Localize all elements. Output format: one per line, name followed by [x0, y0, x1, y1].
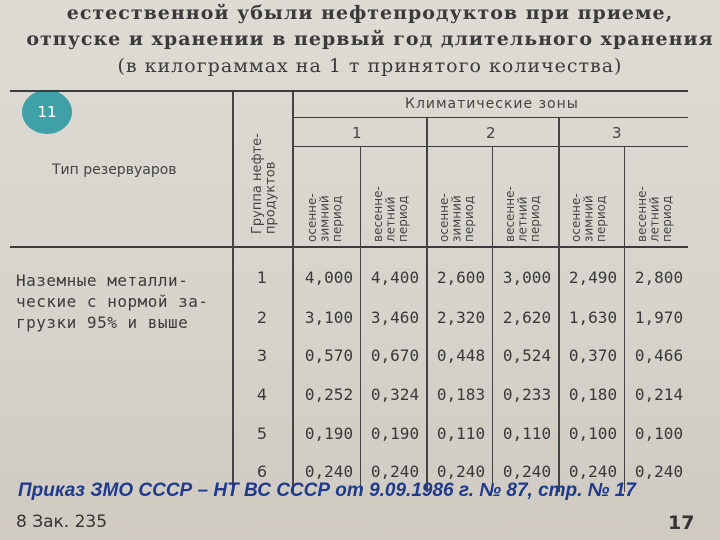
table-row-group: 5	[256, 424, 268, 443]
tank-type-label: Наземные металли- ческие с нормой за- грузки 95% и выше	[16, 271, 209, 332]
table-cell: 3,100	[304, 308, 354, 327]
table-cell: 3,460	[370, 308, 420, 327]
table-cell: 0,670	[370, 346, 420, 365]
table-cell: 0,324	[370, 385, 420, 404]
table-cell: 0,190	[304, 424, 354, 443]
zones-header: Климатические зоны	[405, 96, 579, 112]
header-line-2: отпуске и хранении в первый год длительного хранения	[26, 28, 714, 50]
type-column-header: Тип резервуаров	[52, 162, 177, 178]
source-caption: Приказ ЗМО СССР – НТ ВС СССР от 9.09.1986 г. № 87, стр. № 17	[18, 480, 636, 501]
zone-2-label: 2	[486, 124, 496, 142]
table-top-rule	[10, 90, 688, 92]
page-number: 17	[668, 512, 695, 534]
col-divider-zone2	[558, 118, 560, 492]
table-cell: 4,000	[304, 268, 354, 287]
table-cell: 0,190	[370, 424, 420, 443]
table-cell: 0,240	[436, 462, 486, 481]
zone-3-label: 3	[612, 124, 622, 142]
table-cell: 2,800	[634, 268, 684, 287]
table-row-group: 1	[256, 268, 268, 287]
zone2-spring-header: весенне- летний период	[503, 186, 543, 242]
zone-numbers-rule	[292, 146, 688, 147]
table-cell: 0,370	[568, 346, 618, 365]
table-cell: 0,100	[568, 424, 618, 443]
table-cell: 2,320	[436, 308, 486, 327]
slide-number-badge: 11	[22, 90, 72, 134]
table-cell: 2,600	[436, 268, 486, 287]
col-divider-z2-mid	[492, 147, 493, 492]
table-cell: 2,490	[568, 268, 618, 287]
table-row-group: 2	[256, 308, 268, 327]
zone3-spring-header: весенне- летний период	[635, 186, 675, 242]
table-header-rule	[10, 246, 688, 248]
col-divider-zone1	[426, 118, 428, 492]
header-line-3: (в килограммах на 1 т принятого количества)	[117, 55, 623, 77]
table-cell: 0,448	[436, 346, 486, 365]
table-row-group: 4	[256, 385, 268, 404]
table-cell: 0,110	[502, 424, 552, 443]
table-cell: 0,252	[304, 385, 354, 404]
zone1-autumn-header: осенне- зимний период	[305, 193, 345, 242]
group-column-header: Группа нефте- продуктов	[250, 133, 279, 234]
zone2-autumn-header: осенне- зимний период	[437, 193, 477, 242]
table-cell: 0,110	[436, 424, 486, 443]
table-cell: 2,620	[502, 308, 552, 327]
table-cell: 0,240	[634, 462, 684, 481]
table-cell: 1,970	[634, 308, 684, 327]
table-cell: 0,240	[304, 462, 354, 481]
header-line-1: естественной убыли нефтепродуктов при приеме,	[66, 2, 674, 24]
zone-1-label: 1	[352, 124, 362, 142]
table-cell: 0,183	[436, 385, 486, 404]
zone3-autumn-header: осенне- зимний период	[569, 193, 609, 242]
table-cell: 0,214	[634, 385, 684, 404]
col-divider-group	[292, 92, 294, 492]
col-divider-z3-mid	[624, 147, 625, 492]
table-cell: 0,100	[634, 424, 684, 443]
table-row-group: 3	[256, 346, 268, 365]
table-cell: 0,524	[502, 346, 552, 365]
table-cell: 1,630	[568, 308, 618, 327]
zones-rule	[292, 117, 688, 118]
table-cell: 0,240	[502, 462, 552, 481]
col-divider-type	[232, 92, 234, 492]
table-cell: 0,570	[304, 346, 354, 365]
table-cell: 0,240	[568, 462, 618, 481]
table-cell: 0,180	[568, 385, 618, 404]
col-divider-z1-mid	[360, 147, 361, 492]
footer-order-number: 8 Зак. 235	[16, 512, 108, 532]
table-cell: 4,400	[370, 268, 420, 287]
zone1-spring-header: весенне- летний период	[371, 186, 411, 242]
table-cell: 3,000	[502, 268, 552, 287]
table-row-group: 6	[256, 462, 268, 481]
table-cell: 0,466	[634, 346, 684, 365]
table-cell: 0,240	[370, 462, 420, 481]
table-cell: 0,233	[502, 385, 552, 404]
